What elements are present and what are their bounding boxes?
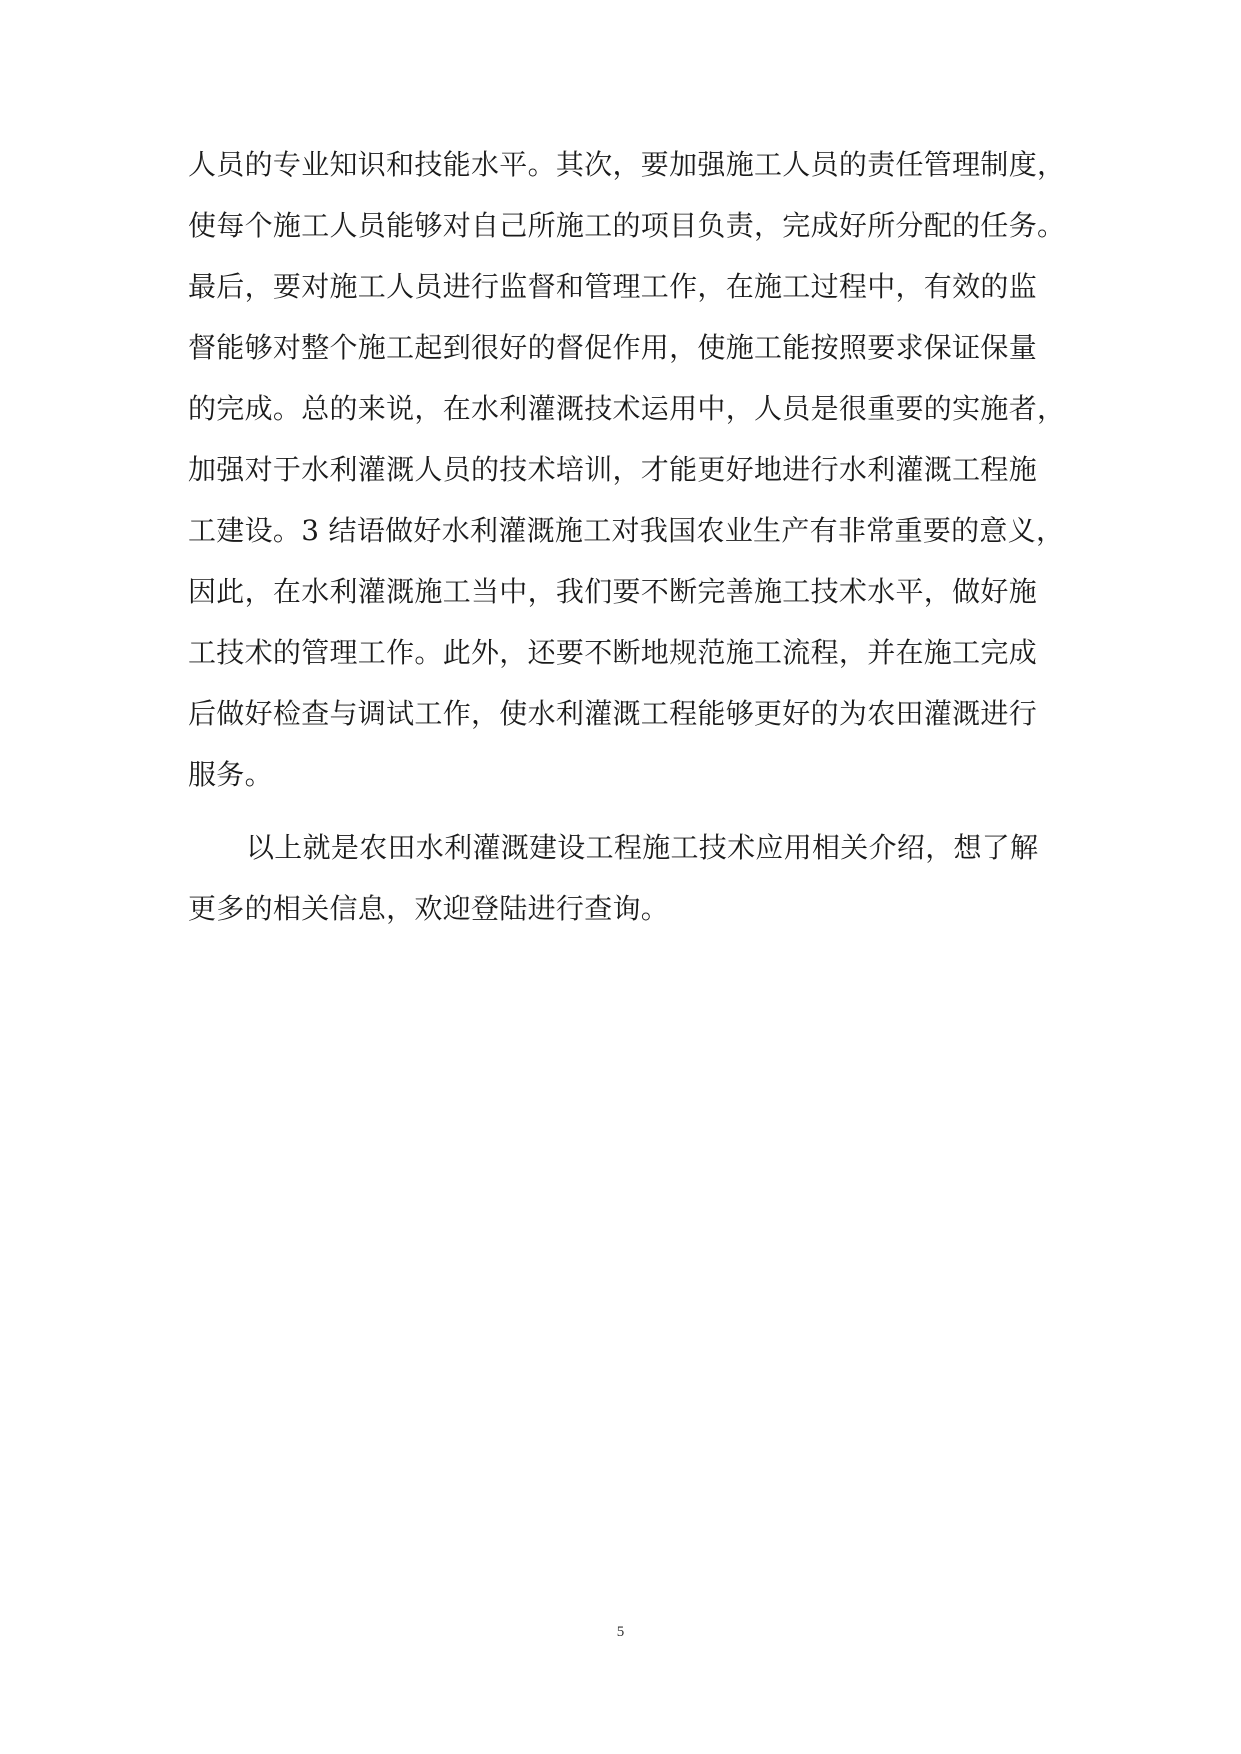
text-line: 服务。 bbox=[188, 758, 273, 791]
text-line: 因此，在水利灌溉施工当中，我们要不断完善施工技术水平，做好施 bbox=[188, 575, 1038, 608]
page-number: 5 bbox=[616, 1624, 625, 1640]
body-text bbox=[188, 145, 1066, 950]
text-line: 以上就是农田水利灌溉建设工程施工技术应用相关介绍，想了解 bbox=[246, 831, 1039, 864]
text-line: 的完成。总的来说，在水利灌溉技术运用中，人员是很重要的实施者， bbox=[188, 392, 1066, 425]
text-line: 后做好检查与调试工作，使水利灌溉工程能够更好的为农田灌溉进行 bbox=[188, 697, 1038, 730]
text-line: 工建设。3 结语做好水利灌溉施工对我国农业生产有非常重要的意义， bbox=[188, 514, 1065, 547]
paragraph-1 bbox=[188, 145, 1066, 795]
text-line: 最后，要对施工人员进行监督和管理工作，在施工过程中，有效的监 bbox=[188, 270, 1038, 303]
text-line: 人员的专业知识和技能水平。其次，要加强施工人员的责任管理制度， bbox=[188, 148, 1066, 181]
text-line: 使每个施工人员能够对自己所施工的项目负责，完成好所分配的任务。 bbox=[188, 209, 1066, 242]
paragraph-2 bbox=[188, 828, 1048, 929]
text-line: 督能够对整个施工起到很好的督促作用，使施工能按照要求保证保量 bbox=[188, 331, 1038, 364]
text-line: 更多的相关信息，欢迎登陆进行查询。 bbox=[188, 892, 670, 925]
paragraph-spacer bbox=[188, 816, 1048, 828]
text-line: 工技术的管理工作。此外，还要不断地规范施工流程，并在施工完成 bbox=[188, 636, 1038, 669]
text-line: 加强对于水利灌溉人员的技术培训，才能更好地进行水利灌溉工程施 bbox=[188, 453, 1038, 486]
